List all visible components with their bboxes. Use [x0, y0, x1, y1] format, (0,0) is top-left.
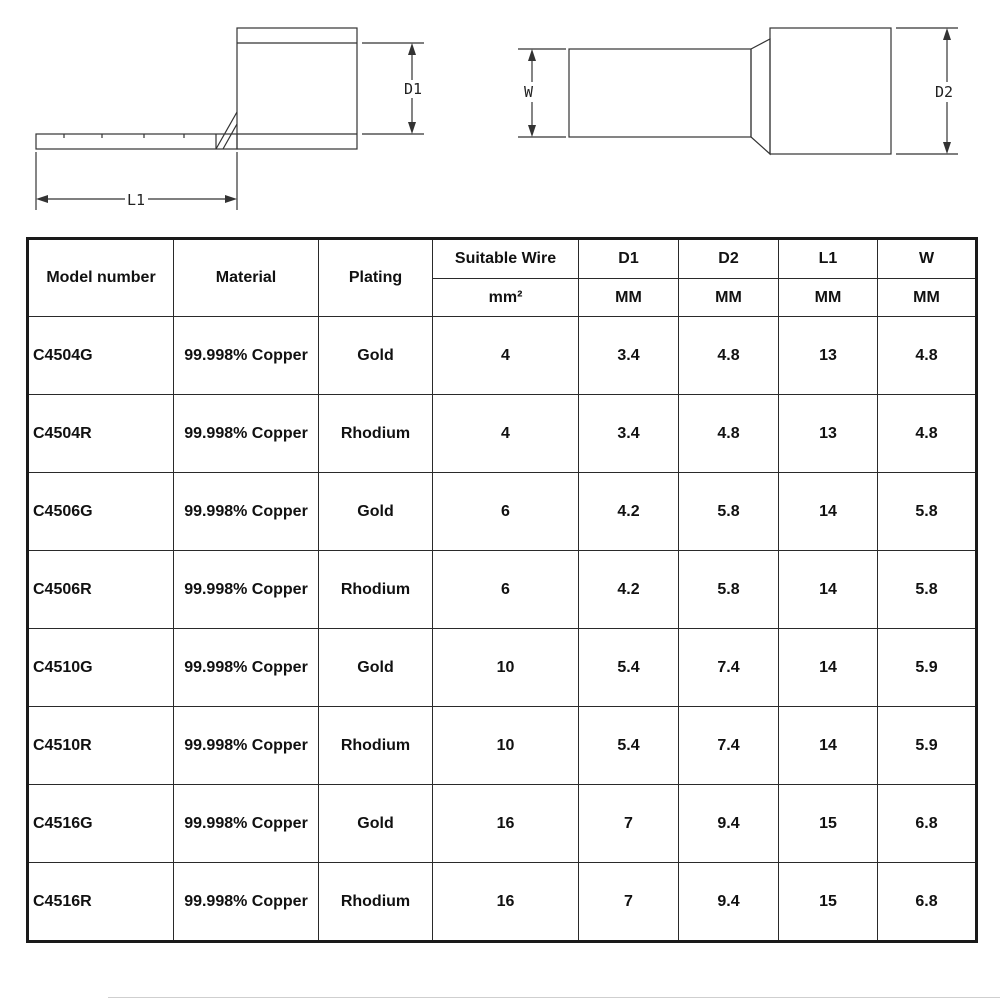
cell-wire: 16	[433, 863, 579, 942]
header-model-number: Model number	[28, 239, 174, 317]
cell-material: 99.998% Copper	[174, 317, 319, 395]
cell-model: C4516G	[28, 785, 174, 863]
unit-d1: MM	[579, 279, 679, 317]
table-row	[28, 395, 977, 473]
cell-material: 99.998% Copper	[174, 863, 319, 942]
end-view-arrows	[528, 28, 954, 154]
cell-plating: Gold	[319, 317, 433, 395]
cell-d1: 4.2	[579, 473, 679, 551]
cell-w: 5.9	[878, 707, 977, 785]
cell-wire: 16	[433, 785, 579, 863]
table-row	[28, 863, 977, 942]
technical-drawings	[0, 0, 1000, 235]
cell-material: 99.998% Copper	[174, 395, 319, 473]
cell-w: 6.8	[878, 863, 977, 942]
cell-plating: Rhodium	[319, 551, 433, 629]
cell-material: 99.998% Copper	[174, 551, 319, 629]
cell-wire: 4	[433, 317, 579, 395]
cell-d1: 5.4	[579, 629, 679, 707]
cell-plating: Rhodium	[319, 707, 433, 785]
cell-wire: 10	[433, 629, 579, 707]
cell-l1: 14	[779, 707, 878, 785]
cell-w: 4.8	[878, 395, 977, 473]
header-plating: Plating	[319, 239, 433, 317]
end-view-drawing	[518, 28, 958, 154]
cell-model: C4504G	[28, 317, 174, 395]
cell-d2: 5.8	[679, 551, 779, 629]
table-row	[28, 785, 977, 863]
table-row	[28, 629, 977, 707]
unit-l1: MM	[779, 279, 878, 317]
cell-d2: 4.8	[679, 395, 779, 473]
unit-w: MM	[878, 279, 977, 317]
cell-model: C4506G	[28, 473, 174, 551]
cell-d1: 7	[579, 785, 679, 863]
header-l1: L1	[779, 239, 878, 279]
cell-plating: Rhodium	[319, 395, 433, 473]
cell-plating: Gold	[319, 473, 433, 551]
cell-l1: 13	[779, 395, 878, 473]
cell-wire: 6	[433, 551, 579, 629]
header-row	[28, 239, 977, 279]
cell-plating: Gold	[319, 629, 433, 707]
cell-wire: 4	[433, 395, 579, 473]
cell-d1: 5.4	[579, 707, 679, 785]
cell-l1: 15	[779, 785, 878, 863]
cell-w: 5.9	[878, 629, 977, 707]
cell-d1: 4.2	[579, 551, 679, 629]
cell-d1: 3.4	[579, 395, 679, 473]
cell-l1: 15	[779, 863, 878, 942]
table-row	[28, 551, 977, 629]
cell-model: C4504R	[28, 395, 174, 473]
cell-d1: 3.4	[579, 317, 679, 395]
d1-dimension-label: D1	[404, 80, 423, 98]
unit-d2: MM	[679, 279, 779, 317]
cell-material: 99.998% Copper	[174, 785, 319, 863]
cell-model: C4510R	[28, 707, 174, 785]
d2-dimension-label: D2	[935, 83, 954, 101]
specification-table	[26, 237, 978, 943]
cell-d1: 7	[579, 863, 679, 942]
cell-l1: 14	[779, 551, 878, 629]
table-row	[28, 473, 977, 551]
cell-material: 99.998% Copper	[174, 629, 319, 707]
cell-model: C4510G	[28, 629, 174, 707]
cell-plating: Rhodium	[319, 863, 433, 942]
w-dimension-label: W	[524, 83, 534, 101]
cell-wire: 10	[433, 707, 579, 785]
cell-wire: 6	[433, 473, 579, 551]
header-d2: D2	[679, 239, 779, 279]
cell-w: 5.8	[878, 473, 977, 551]
l1-dimension-label: L1	[127, 191, 146, 209]
cell-d2: 5.8	[679, 473, 779, 551]
side-view-arrows	[36, 43, 416, 203]
cell-d2: 9.4	[679, 785, 779, 863]
unit-suitable-wire: mm²	[433, 279, 579, 317]
table-row	[28, 707, 977, 785]
cell-d2: 4.8	[679, 317, 779, 395]
cell-l1: 14	[779, 629, 878, 707]
cell-w: 6.8	[878, 785, 977, 863]
header-suitable-wire: Suitable Wire	[433, 239, 579, 279]
cell-w: 5.8	[878, 551, 977, 629]
header-material: Material	[174, 239, 319, 317]
cell-model: C4506R	[28, 551, 174, 629]
table-row	[28, 317, 977, 395]
side-view-drawing	[36, 28, 424, 210]
cell-plating: Gold	[319, 785, 433, 863]
cell-d2: 7.4	[679, 629, 779, 707]
cell-w: 4.8	[878, 317, 977, 395]
cell-l1: 13	[779, 317, 878, 395]
cell-material: 99.998% Copper	[174, 473, 319, 551]
cell-material: 99.998% Copper	[174, 707, 319, 785]
header-w: W	[878, 239, 977, 279]
header-d1: D1	[579, 239, 679, 279]
cell-d2: 7.4	[679, 707, 779, 785]
cell-d2: 9.4	[679, 863, 779, 942]
cell-model: C4516R	[28, 863, 174, 942]
cell-l1: 14	[779, 473, 878, 551]
bottom-divider	[108, 997, 1000, 998]
